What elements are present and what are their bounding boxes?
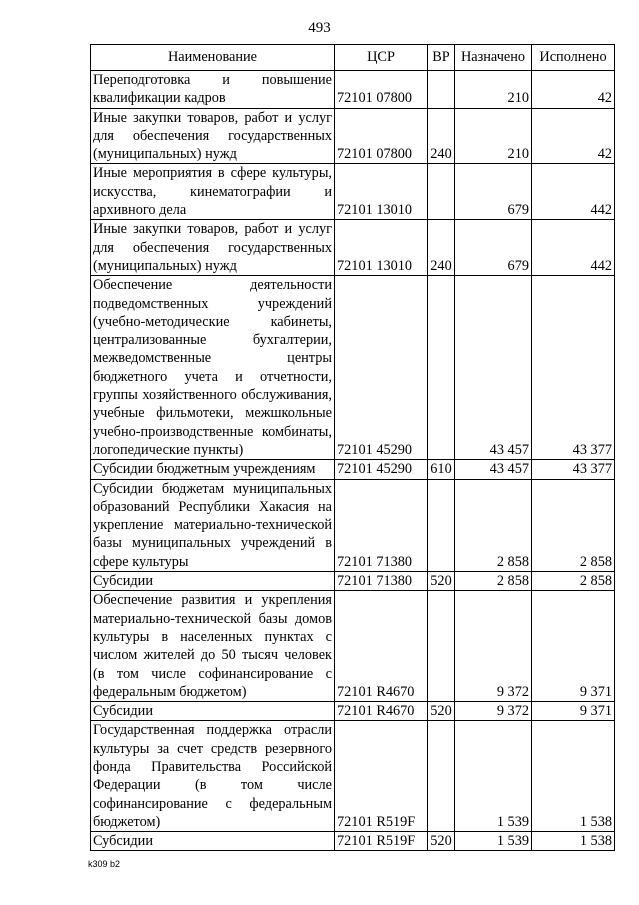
row-vr: 520 [428, 702, 455, 721]
row-name: Иные закупки товаров, работ и услуг для обеспечения государственных (муниципальных) нужд [91, 220, 335, 276]
column-header-name: Наименование [91, 45, 335, 71]
row-vr [428, 276, 455, 460]
row-assigned: 210 [455, 71, 532, 109]
row-executed: 42 [532, 108, 615, 164]
row-executed: 42 [532, 71, 615, 109]
page-number: 493 [308, 20, 331, 36]
column-header-assigned: Назначено [455, 45, 532, 71]
row-assigned: 210 [455, 108, 532, 164]
table-row [91, 164, 615, 220]
row-name: Государственная поддержка отрасли культуры за счет средств резервного фонда Правительства Российской Федерации (в том числе софинансирование с федеральным бюджетом) [91, 721, 335, 832]
row-name: Субсидии бюджетам муниципальных образований Республики Хакасия на укрепление материально-технической базы муниципальных учреждений в сфере культуры [91, 479, 335, 571]
row-assigned: 9 372 [455, 702, 532, 721]
row-csr: 72101 07800 [335, 71, 428, 109]
row-name: Переподготовка и повышение квалификации кадров [91, 71, 335, 109]
row-assigned: 679 [455, 220, 532, 276]
row-csr: 72101 R519F [335, 721, 428, 832]
row-name: Иные мероприятия в сфере культуры, искусства, кинематографии и архивного дела [91, 164, 335, 220]
table-row [91, 591, 615, 702]
table-row [91, 108, 615, 164]
row-vr [428, 591, 455, 702]
table-row [91, 572, 615, 591]
row-csr: 72101 45290 [335, 276, 428, 460]
row-executed: 43 377 [532, 460, 615, 479]
row-assigned: 9 372 [455, 591, 532, 702]
table-row [91, 479, 615, 571]
row-csr: 72101 R4670 [335, 591, 428, 702]
row-assigned: 679 [455, 164, 532, 220]
row-vr [428, 479, 455, 571]
row-assigned: 43 457 [455, 460, 532, 479]
row-name: Иные закупки товаров, работ и услуг для обеспечения государственных (муниципальных) нужд [91, 108, 335, 164]
table-row [91, 71, 615, 109]
table-header-row [91, 45, 615, 71]
row-executed: 9 371 [532, 591, 615, 702]
row-csr: 72101 45290 [335, 460, 428, 479]
table-row [91, 276, 615, 460]
row-name: Субсидии [91, 832, 335, 851]
row-csr: 72101 13010 [335, 220, 428, 276]
column-header-executed: Исполнено [532, 45, 615, 71]
footer-code: k309 b2 [88, 859, 121, 869]
row-assigned: 1 539 [455, 721, 532, 832]
row-csr: 72101 07800 [335, 108, 428, 164]
row-executed: 1 538 [532, 832, 615, 851]
row-assigned: 1 539 [455, 832, 532, 851]
row-name: Субсидии бюджетным учреждениям [91, 460, 335, 479]
row-name: Субсидии [91, 702, 335, 721]
row-executed: 9 371 [532, 702, 615, 721]
row-name: Обеспечение развития и укрепления материально-технической базы домов культуры в населенных пунктах с числом жителей до 50 тысяч человек (в том числе софинансирование с федеральным бюджетом) [91, 591, 335, 702]
row-executed: 442 [532, 164, 615, 220]
row-vr: 610 [428, 460, 455, 479]
column-header-vr: ВР [428, 45, 455, 71]
table-row [91, 832, 615, 851]
row-csr: 72101 71380 [335, 572, 428, 591]
table-row [91, 702, 615, 721]
row-vr [428, 71, 455, 109]
row-vr: 240 [428, 220, 455, 276]
row-vr: 520 [428, 832, 455, 851]
row-csr: 72101 R519F [335, 832, 428, 851]
table-row [91, 220, 615, 276]
row-vr [428, 164, 455, 220]
row-assigned: 2 858 [455, 479, 532, 571]
row-assigned: 2 858 [455, 572, 532, 591]
row-executed: 442 [532, 220, 615, 276]
row-executed: 1 538 [532, 721, 615, 832]
row-csr: 72101 R4670 [335, 702, 428, 721]
row-vr: 240 [428, 108, 455, 164]
row-executed: 43 377 [532, 276, 615, 460]
table-row [91, 721, 615, 832]
row-vr: 520 [428, 572, 455, 591]
column-header-csr: ЦСР [335, 45, 428, 71]
row-vr [428, 721, 455, 832]
row-executed: 2 858 [532, 572, 615, 591]
row-executed: 2 858 [532, 479, 615, 571]
table-row [91, 460, 615, 479]
row-csr: 72101 71380 [335, 479, 428, 571]
row-name: Субсидии [91, 572, 335, 591]
row-name: Обеспечение деятельности подведомственных учреждений (учебно-методические кабинеты, централизованные бухгалтерии, межведомственные центры бюджетного учета и отчетности, группы хозяйственного обслуживания, учебные фильмотеки, межшкольные учебно-производственные комбинаты, логопедические пункты) [91, 276, 335, 460]
budget-table [90, 44, 615, 851]
row-csr: 72101 13010 [335, 164, 428, 220]
row-assigned: 43 457 [455, 276, 532, 460]
